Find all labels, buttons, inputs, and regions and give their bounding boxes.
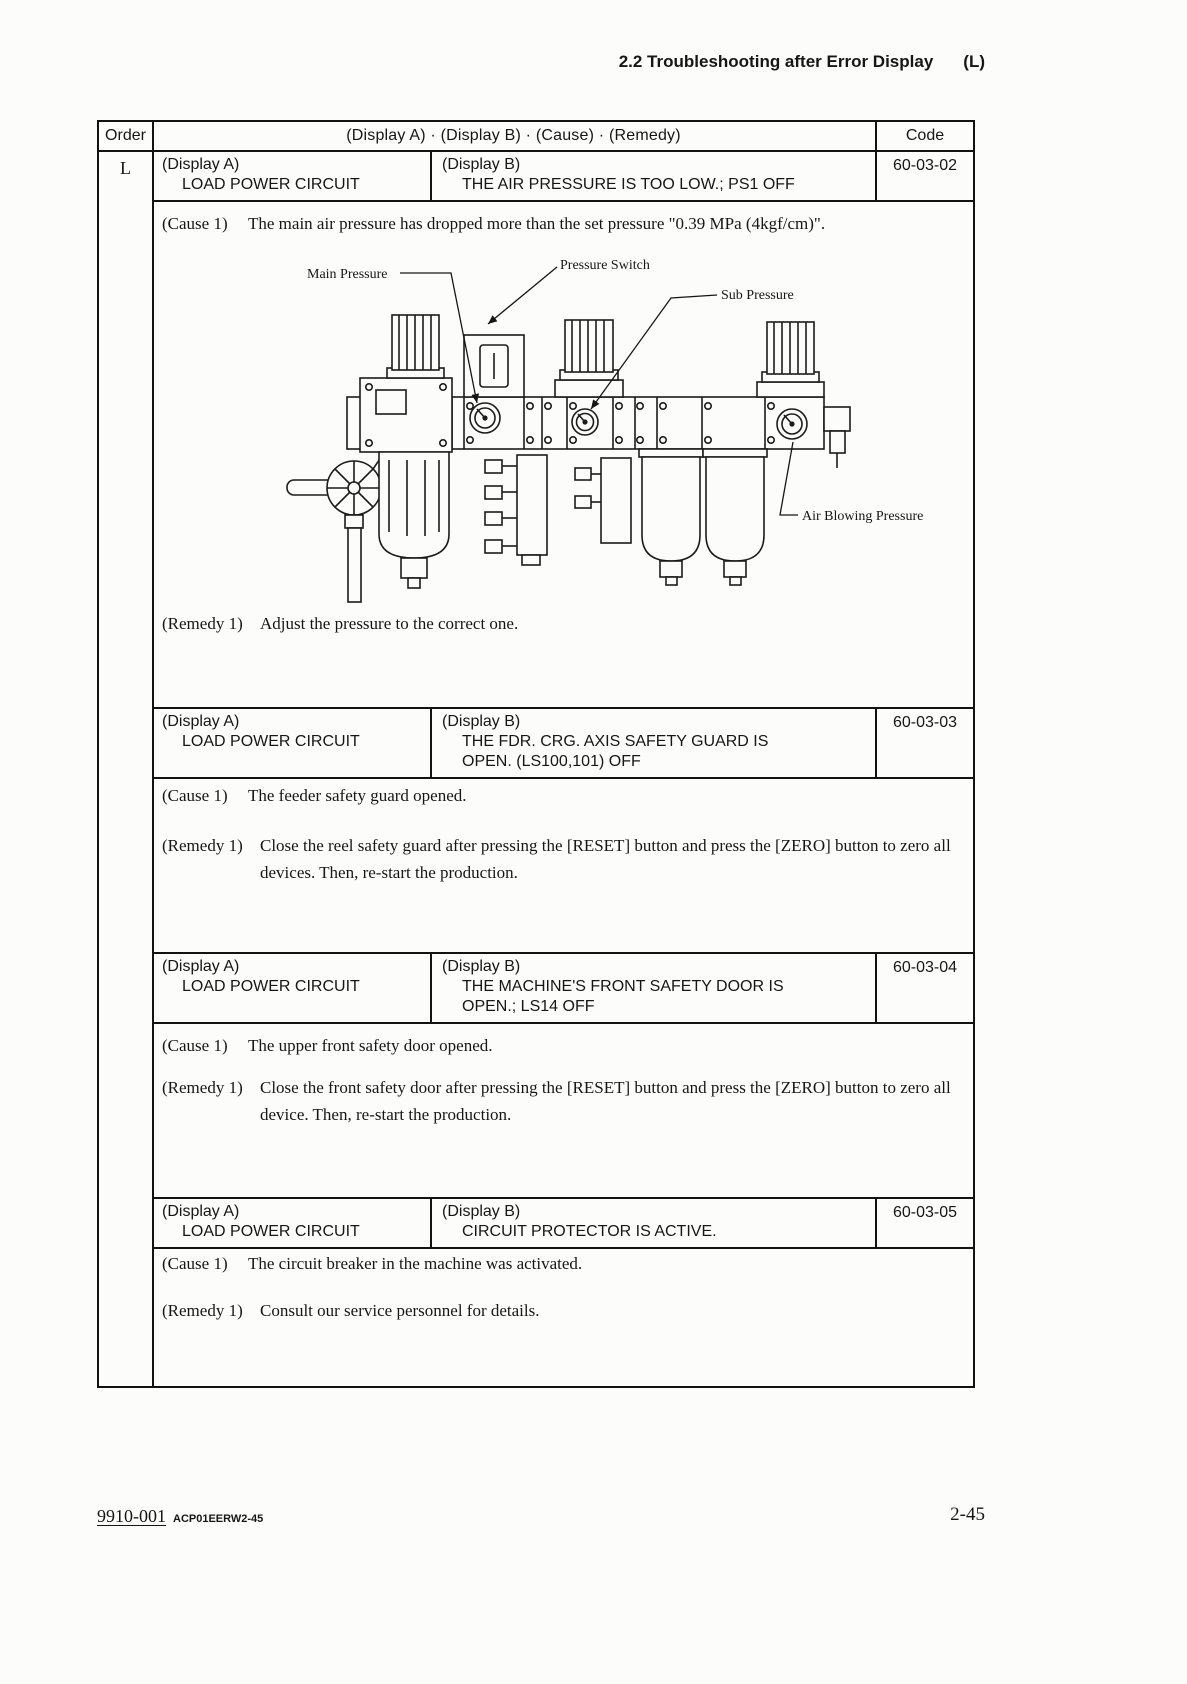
cause-label: (Cause 1) — [162, 1254, 228, 1273]
display-a-cell — [152, 709, 432, 777]
page-footer-left — [97, 1506, 263, 1527]
error-entry-header-3 — [152, 952, 973, 1024]
display-b-cell — [432, 709, 875, 777]
display-a-label: (Display A) — [162, 713, 240, 730]
display-a-cell — [152, 954, 432, 1022]
air-blowing-gauge — [777, 409, 807, 439]
display-b-label: (Display B) — [442, 1203, 521, 1220]
cause-label: (Cause 1) — [162, 1036, 228, 1055]
diagram-label-sub-pressure: Sub Pressure — [721, 288, 794, 303]
display-a-cell — [152, 152, 432, 200]
display-b-cell — [432, 954, 875, 1022]
cause-row — [162, 1250, 965, 1277]
troubleshooting-table — [97, 120, 975, 1388]
display-b-value-line1: THE MACHINE'S FRONT SAFETY DOOR IS — [462, 978, 784, 995]
display-a-value: LOAD POWER CIRCUIT — [182, 978, 360, 995]
column-header-order: Order — [105, 127, 146, 144]
cause-row — [162, 1032, 965, 1059]
document-code: ACP01EERW2-45 — [173, 1513, 264, 1525]
display-b-cell — [432, 152, 875, 200]
display-a-value: LOAD POWER CIRCUIT — [182, 1223, 360, 1240]
display-b-value-line2: OPEN.; LS14 OFF — [462, 998, 595, 1015]
outlet-elbow — [824, 407, 850, 468]
remedy-row — [162, 1074, 965, 1128]
remedy-label: (Remedy 1) — [162, 836, 243, 855]
column-header-code: Code — [875, 122, 973, 150]
display-b-label: (Display B) — [442, 156, 521, 173]
sub-pressure-regulator — [555, 320, 623, 397]
cause-label: (Cause 1) — [162, 786, 228, 805]
table-header-row — [99, 122, 973, 152]
error-code: 60-03-05 — [875, 1199, 973, 1247]
display-a-cell — [152, 1199, 432, 1247]
remedy-text: Consult our service personnel for details. — [260, 1301, 540, 1320]
pneumatic-unit-diagram — [279, 250, 959, 610]
lubricator-bowls — [639, 449, 767, 585]
display-b-value-line2: OPEN. (LS100,101) OFF — [462, 753, 641, 770]
error-entry-header-4 — [152, 1197, 973, 1249]
main-pressure-gauge — [470, 403, 500, 433]
cause-text: The main air pressure has dropped more than the set pressure "0.39 MPa (4kgf/cm)". — [248, 214, 826, 233]
error-code: 60-03-03 — [875, 709, 973, 777]
valve-stack-left — [485, 455, 547, 565]
error-entry-header-1 — [152, 152, 973, 202]
valve-stack-right — [575, 458, 631, 543]
page-header-title: 2.2 Troubleshooting after Error Display — [618, 52, 934, 71]
cause-label: (Cause 1) — [162, 214, 228, 233]
order-value: L — [120, 158, 131, 178]
display-a-value: LOAD POWER CIRCUIT — [182, 176, 360, 193]
remedy-text: Adjust the pressure to the correct one. — [260, 614, 519, 633]
cause-row — [162, 210, 965, 237]
shutoff-valve — [287, 450, 386, 602]
display-a-label: (Display A) — [162, 1203, 240, 1220]
remedy-text: Close the reel safety guard after pressing the [RESET] button and press the [ZERO] button to zero all devices. Then, re-start the production. — [260, 836, 951, 883]
page-number: 2-45 — [950, 1504, 985, 1525]
filter-bowl-left — [379, 452, 449, 588]
display-b-value-line1: THE FDR. CRG. AXIS SAFETY GUARD IS — [462, 733, 769, 750]
sub-pressure-gauge — [572, 409, 598, 435]
diagram-label-pressure-switch: Pressure Switch — [560, 258, 650, 273]
diagram-label-main-pressure: Main Pressure — [307, 267, 388, 282]
display-a-label: (Display A) — [162, 958, 240, 975]
display-b-label: (Display B) — [442, 713, 521, 730]
remedy-row — [162, 610, 965, 637]
page-header-section: (L) — [963, 52, 985, 71]
cause-row — [162, 782, 965, 809]
error-code: 60-03-04 — [875, 954, 973, 1022]
display-b-label: (Display B) — [442, 958, 521, 975]
display-a-value: LOAD POWER CIRCUIT — [182, 733, 360, 750]
remedy-label: (Remedy 1) — [162, 1301, 243, 1320]
column-header-main: (Display A) · (Display B) · (Cause) · (Remedy) — [346, 127, 681, 144]
display-b-value: CIRCUIT PROTECTOR IS ACTIVE. — [462, 1223, 717, 1240]
cause-text: The circuit breaker in the machine was activated. — [248, 1254, 583, 1273]
remedy-row — [162, 1297, 965, 1324]
page-header — [619, 52, 985, 72]
remedy-label: (Remedy 1) — [162, 614, 243, 633]
display-b-cell — [432, 1199, 875, 1247]
pressure-switch-box — [464, 335, 524, 397]
remedy-row — [162, 832, 965, 886]
remedy-label: (Remedy 1) — [162, 1078, 243, 1097]
main-pressure-regulator — [360, 315, 452, 452]
error-entry-header-2 — [152, 707, 973, 779]
diagram-label-air-blowing-pressure: Air Blowing Pressure — [802, 509, 924, 524]
document-number: 9910-001 — [97, 1506, 166, 1526]
error-code: 60-03-02 — [875, 152, 973, 200]
air-blowing-regulator — [757, 322, 824, 397]
remedy-text: Close the front safety door after pressing the [RESET] button and press the [ZERO] button to zero all device. Then, re-start the production. — [260, 1078, 951, 1125]
cause-text: The upper front safety door opened. — [248, 1036, 493, 1055]
cause-text: The feeder safety guard opened. — [248, 786, 467, 805]
display-a-label: (Display A) — [162, 156, 240, 173]
display-b-value: THE AIR PRESSURE IS TOO LOW.; PS1 OFF — [462, 176, 795, 193]
